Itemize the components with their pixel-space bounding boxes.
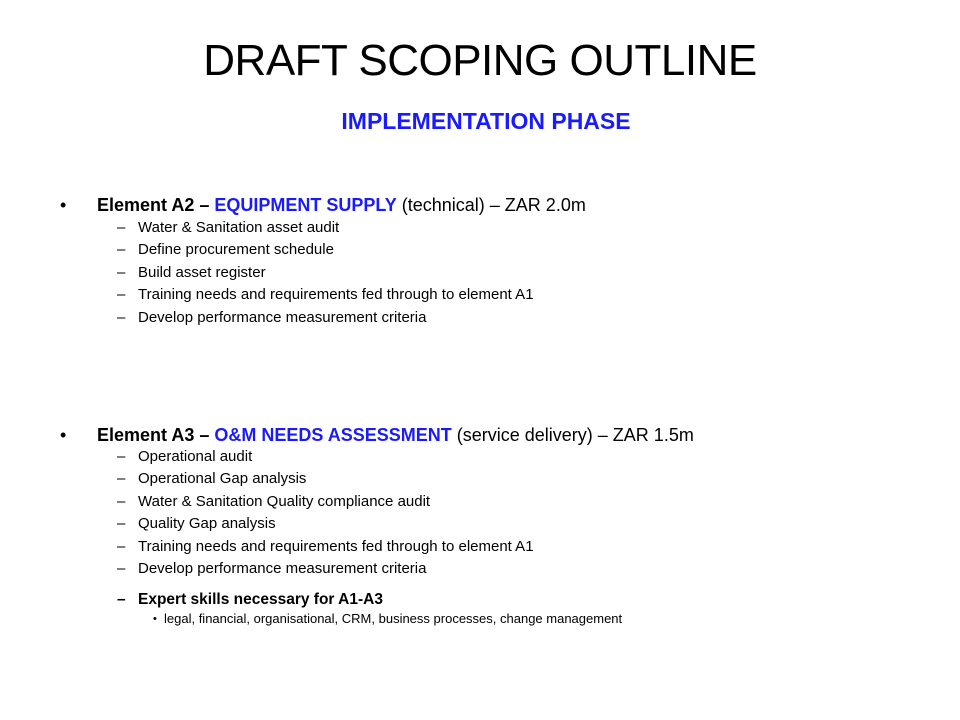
list-item — [60, 513, 694, 535]
dash-marker: – — [117, 448, 126, 465]
element-a3-list — [60, 446, 694, 580]
dash-marker: – — [117, 470, 126, 488]
dash-marker: – — [117, 219, 126, 236]
list-item — [60, 446, 694, 468]
list-item-text: Develop performance measurement criteria — [138, 308, 427, 326]
slide-subtitle: IMPLEMENTATION PHASE — [341, 108, 631, 134]
element-a2-prefix: Element A2 – — [97, 195, 215, 215]
list-item — [60, 307, 586, 329]
dash-marker: – — [117, 241, 126, 259]
bullet-dot: • — [60, 425, 67, 445]
list-item-text: Training needs and requirements fed through to element A1 — [138, 286, 534, 304]
element-a2-section — [60, 194, 586, 329]
list-item-text: Develop performance measurement criteria — [138, 560, 427, 578]
dash-marker: – — [117, 263, 126, 281]
list-item-text: Operational audit — [138, 448, 253, 465]
element-a2-heading — [60, 194, 586, 216]
bullet-dot: • — [153, 613, 157, 626]
element-a2-suffix: (technical) – ZAR 2.0m — [396, 195, 586, 215]
list-item — [60, 284, 586, 306]
expert-skills-label: Expert skills necessary for A1-A3 — [138, 591, 383, 609]
element-a3-section — [60, 424, 694, 628]
bullet-dot: • — [60, 195, 67, 215]
expert-skills-detail — [60, 610, 694, 628]
element-a3-suffix: (service delivery) – ZAR 1.5m — [451, 425, 694, 445]
list-item-text: Define procurement schedule — [138, 241, 334, 259]
dash-marker: – — [117, 537, 126, 555]
list-item-text: Training needs and requirements fed through to element A1 — [138, 537, 534, 555]
dash-marker: – — [117, 515, 126, 533]
expert-skills-heading — [60, 590, 694, 610]
list-item-text: Build asset register — [138, 263, 266, 281]
list-item — [60, 262, 586, 284]
list-item — [60, 558, 694, 580]
dash-marker: – — [117, 591, 126, 609]
list-item — [60, 217, 586, 239]
list-item — [60, 239, 586, 261]
list-item — [60, 491, 694, 513]
dash-marker: – — [117, 308, 126, 326]
slide-title: DRAFT SCOPING OUTLINE — [203, 36, 757, 85]
element-a3-highlight: O&M NEEDS ASSESSMENT — [214, 425, 452, 445]
dash-marker: – — [117, 492, 126, 510]
list-item-text: Quality Gap analysis — [138, 515, 276, 533]
list-item — [60, 468, 694, 490]
element-a3-heading — [60, 424, 694, 446]
list-item — [60, 536, 694, 558]
expert-skills-detail-text: legal, financial, organisational, CRM, business processes, change management — [164, 611, 623, 627]
element-a3-prefix: Element A3 – — [97, 425, 215, 445]
element-a2-list — [60, 217, 586, 329]
dash-marker: – — [117, 286, 126, 304]
dash-marker: – — [117, 560, 126, 578]
list-item-text: Operational Gap analysis — [138, 470, 307, 488]
list-item-text: Water & Sanitation asset audit — [138, 219, 340, 236]
element-a2-highlight: EQUIPMENT SUPPLY — [214, 195, 397, 215]
list-item-text: Water & Sanitation Quality compliance audit — [138, 492, 431, 510]
